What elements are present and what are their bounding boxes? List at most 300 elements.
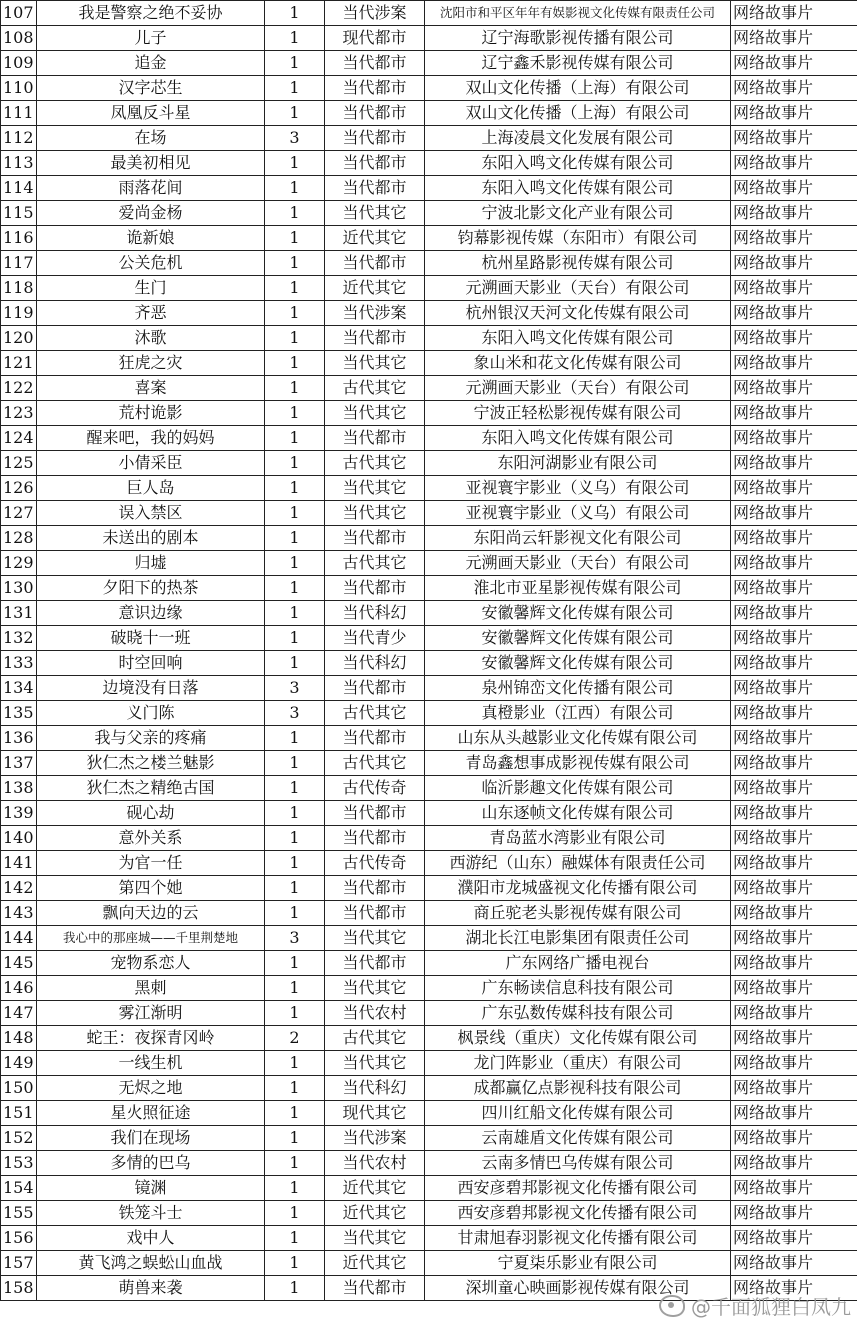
- category: 网络故事片: [731, 1076, 857, 1101]
- genre: 当代都市: [325, 676, 425, 701]
- row-number: 121: [1, 351, 37, 376]
- category: 网络故事片: [731, 226, 857, 251]
- episode-count: 1: [265, 1276, 325, 1301]
- table-row: [1, 1, 857, 26]
- row-number: 115: [1, 201, 37, 226]
- episode-count: 1: [265, 951, 325, 976]
- table-row: [1, 826, 857, 851]
- genre: 当代其它: [325, 476, 425, 501]
- company-name: 甘肃旭春羽影视文化传播有限公司: [425, 1226, 731, 1251]
- table-row: [1, 926, 857, 951]
- table-row: [1, 226, 857, 251]
- episode-count: 1: [265, 26, 325, 51]
- row-number: 149: [1, 1051, 37, 1076]
- company-name: 安徽馨辉文化传媒有限公司: [425, 601, 731, 626]
- table-row: [1, 76, 857, 101]
- program-name: 铁笼斗士: [37, 1201, 265, 1226]
- category: 网络故事片: [731, 376, 857, 401]
- category: 网络故事片: [731, 926, 857, 951]
- company-name: 西安彦碧邦影视文化传播有限公司: [425, 1201, 731, 1226]
- program-name: 多情的巴乌: [37, 1151, 265, 1176]
- company-name: 青岛蓝水湾影业有限公司: [425, 826, 731, 851]
- program-name: 我们在现场: [37, 1126, 265, 1151]
- company-name: 广东弘数传媒科技有限公司: [425, 1001, 731, 1026]
- program-name: 未送出的剧本: [37, 526, 265, 551]
- company-name: 濮阳市龙城盛视文化传播有限公司: [425, 876, 731, 901]
- row-number: 138: [1, 776, 37, 801]
- table-row: [1, 601, 857, 626]
- row-number: 117: [1, 251, 37, 276]
- genre: 当代其它: [325, 926, 425, 951]
- table-row: [1, 851, 857, 876]
- row-number: 157: [1, 1251, 37, 1276]
- table-row: [1, 951, 857, 976]
- company-name: 宁夏柒乐影业有限公司: [425, 1251, 731, 1276]
- genre: 当代其它: [325, 1051, 425, 1076]
- table-row: [1, 501, 857, 526]
- program-name: 我与父亲的疼痛: [37, 726, 265, 751]
- genre: 当代都市: [325, 251, 425, 276]
- category: 网络故事片: [731, 1001, 857, 1026]
- company-name: 湖北长江电影集团有限责任公司: [425, 926, 731, 951]
- company-name: 东阳入鸣文化传媒有限公司: [425, 326, 731, 351]
- episode-count: 1: [265, 651, 325, 676]
- row-number: 111: [1, 101, 37, 126]
- row-number: 133: [1, 651, 37, 676]
- program-name: 飘向天边的云: [37, 901, 265, 926]
- episode-count: 1: [265, 551, 325, 576]
- company-name: 泉州锦峦文化传播有限公司: [425, 676, 731, 701]
- table-row: [1, 901, 857, 926]
- episode-count: 1: [265, 176, 325, 201]
- category: 网络故事片: [731, 326, 857, 351]
- episode-count: 1: [265, 301, 325, 326]
- row-number: 134: [1, 676, 37, 701]
- table-row: [1, 451, 857, 476]
- program-name: 汉字芯生: [37, 76, 265, 101]
- episode-count: 1: [265, 901, 325, 926]
- company-name: 钧幕影视传媒（东阳市）有限公司: [425, 226, 731, 251]
- table-row: [1, 526, 857, 551]
- episode-count: 1: [265, 801, 325, 826]
- row-number: 135: [1, 701, 37, 726]
- company-name: 亚视寰宇影业（义乌）有限公司: [425, 476, 731, 501]
- episode-count: 1: [265, 1176, 325, 1201]
- episode-count: 1: [265, 776, 325, 801]
- genre: 近代其它: [325, 1251, 425, 1276]
- table-row: [1, 1176, 857, 1201]
- category: 网络故事片: [731, 676, 857, 701]
- company-name: 深圳童心映画影视传媒有限公司: [425, 1276, 731, 1301]
- category: 网络故事片: [731, 251, 857, 276]
- row-number: 141: [1, 851, 37, 876]
- company-name: 亚视寰宇影业（义乌）有限公司: [425, 501, 731, 526]
- category: 网络故事片: [731, 451, 857, 476]
- genre: 当代涉案: [325, 301, 425, 326]
- program-name: 为官一任: [37, 851, 265, 876]
- company-name: 象山米和花文化传媒有限公司: [425, 351, 731, 376]
- table-row: [1, 376, 857, 401]
- row-number: 123: [1, 401, 37, 426]
- row-number: 132: [1, 626, 37, 651]
- genre: 当代涉案: [325, 1, 425, 26]
- company-name: 东阳入鸣文化传媒有限公司: [425, 426, 731, 451]
- episode-count: 1: [265, 1251, 325, 1276]
- company-name: 山东逐帧文化传媒有限公司: [425, 801, 731, 826]
- episode-count: 1: [265, 326, 325, 351]
- category: 网络故事片: [731, 151, 857, 176]
- episode-count: 1: [265, 276, 325, 301]
- genre: 当代都市: [325, 876, 425, 901]
- episode-count: 3: [265, 126, 325, 151]
- genre: 当代涉案: [325, 1126, 425, 1151]
- genre: 当代其它: [325, 501, 425, 526]
- table-row: [1, 776, 857, 801]
- category: 网络故事片: [731, 901, 857, 926]
- watermark-text: @千面狐狸白凤九: [691, 1295, 851, 1319]
- table-row: [1, 1076, 857, 1101]
- company-name: 广东网络广播电视台: [425, 951, 731, 976]
- genre: 当代都市: [325, 51, 425, 76]
- category: 网络故事片: [731, 76, 857, 101]
- program-name: 喜案: [37, 376, 265, 401]
- genre: 当代科幻: [325, 601, 425, 626]
- company-name: 山东从头越影业文化传媒有限公司: [425, 726, 731, 751]
- category: 网络故事片: [731, 701, 857, 726]
- row-number: 109: [1, 51, 37, 76]
- row-number: 114: [1, 176, 37, 201]
- table-row: [1, 976, 857, 1001]
- row-number: 118: [1, 276, 37, 301]
- company-name: 西安彦碧邦影视文化传播有限公司: [425, 1176, 731, 1201]
- genre: 当代都市: [325, 901, 425, 926]
- genre: 当代其它: [325, 201, 425, 226]
- program-name: 儿子: [37, 26, 265, 51]
- category: 网络故事片: [731, 1101, 857, 1126]
- table-row: [1, 801, 857, 826]
- row-number: 144: [1, 926, 37, 951]
- genre: 当代科幻: [325, 1076, 425, 1101]
- company-name: 杭州银汉天河文化传媒有限公司: [425, 301, 731, 326]
- row-number: 158: [1, 1276, 37, 1301]
- genre: 近代其它: [325, 1201, 425, 1226]
- row-number: 150: [1, 1076, 37, 1101]
- company-name: 真橙影业（江西）有限公司: [425, 701, 731, 726]
- row-number: 124: [1, 426, 37, 451]
- category: 网络故事片: [731, 126, 857, 151]
- genre: 当代都市: [325, 151, 425, 176]
- category: 网络故事片: [731, 776, 857, 801]
- genre: 当代都市: [325, 426, 425, 451]
- table-row: [1, 551, 857, 576]
- row-number: 110: [1, 76, 37, 101]
- program-name: 生门: [37, 276, 265, 301]
- row-number: 107: [1, 1, 37, 26]
- program-name: 镜渊: [37, 1176, 265, 1201]
- genre: 当代青少: [325, 626, 425, 651]
- program-name: 雾江渐明: [37, 1001, 265, 1026]
- program-name: 夕阳下的热茶: [37, 576, 265, 601]
- row-number: 146: [1, 976, 37, 1001]
- row-number: 137: [1, 751, 37, 776]
- category: 网络故事片: [731, 976, 857, 1001]
- company-name: 元溯画天影业（天台）有限公司: [425, 376, 731, 401]
- genre: 当代其它: [325, 1226, 425, 1251]
- table-row: [1, 701, 857, 726]
- episode-count: 1: [265, 351, 325, 376]
- episode-count: 1: [265, 976, 325, 1001]
- company-name: 安徽馨辉文化传媒有限公司: [425, 626, 731, 651]
- program-name: 公关危机: [37, 251, 265, 276]
- company-name: 东阳河湖影业有限公司: [425, 451, 731, 476]
- episode-count: 1: [265, 151, 325, 176]
- episode-count: 1: [265, 501, 325, 526]
- program-name: 诡新娘: [37, 226, 265, 251]
- row-number: 116: [1, 226, 37, 251]
- company-name: 杭州星路影视传媒有限公司: [425, 251, 731, 276]
- company-name: 成都赢亿点影视科技有限公司: [425, 1076, 731, 1101]
- category: 网络故事片: [731, 276, 857, 301]
- category: 网络故事片: [731, 501, 857, 526]
- program-name: 爱尚金杨: [37, 201, 265, 226]
- category: 网络故事片: [731, 601, 857, 626]
- row-number: 142: [1, 876, 37, 901]
- table-row: [1, 1126, 857, 1151]
- category: 网络故事片: [731, 1226, 857, 1251]
- company-name: 青岛鑫想事成影视传媒有限公司: [425, 751, 731, 776]
- episode-count: 1: [265, 201, 325, 226]
- table-row: [1, 1151, 857, 1176]
- row-number: 143: [1, 901, 37, 926]
- category: 网络故事片: [731, 726, 857, 751]
- row-number: 153: [1, 1151, 37, 1176]
- table-row: [1, 401, 857, 426]
- table-row: [1, 651, 857, 676]
- row-number: 145: [1, 951, 37, 976]
- table-row: [1, 276, 857, 301]
- program-name: 破晓十一班: [37, 626, 265, 651]
- company-name: 辽宁鑫禾影视传媒有限公司: [425, 51, 731, 76]
- row-number: 112: [1, 126, 37, 151]
- episode-count: 1: [265, 226, 325, 251]
- table-row: [1, 1001, 857, 1026]
- genre: 当代都市: [325, 176, 425, 201]
- genre: 当代其它: [325, 351, 425, 376]
- program-name: 醒来吧，我的妈妈: [37, 426, 265, 451]
- genre: 古代其它: [325, 376, 425, 401]
- company-name: 四川红船文化传媒有限公司: [425, 1101, 731, 1126]
- genre: 当代都市: [325, 726, 425, 751]
- company-name: 宁波北影文化产业有限公司: [425, 201, 731, 226]
- category: 网络故事片: [731, 51, 857, 76]
- episode-count: 1: [265, 101, 325, 126]
- row-number: 131: [1, 601, 37, 626]
- episode-count: 1: [265, 1101, 325, 1126]
- table-row: [1, 576, 857, 601]
- episode-count: 3: [265, 926, 325, 951]
- row-number: 119: [1, 301, 37, 326]
- company-name: 枫景线（重庆）文化传媒有限公司: [425, 1026, 731, 1051]
- episode-count: 1: [265, 76, 325, 101]
- category: 网络故事片: [731, 1126, 857, 1151]
- program-name: 意识边缘: [37, 601, 265, 626]
- program-name: 我是警察之绝不妥协: [37, 1, 265, 26]
- category: 网络故事片: [731, 1201, 857, 1226]
- row-number: 151: [1, 1101, 37, 1126]
- row-number: 126: [1, 476, 37, 501]
- genre: 古代其它: [325, 551, 425, 576]
- company-name: 东阳尚云轩影视文化有限公司: [425, 526, 731, 551]
- category: 网络故事片: [731, 826, 857, 851]
- program-name: 沐歌: [37, 326, 265, 351]
- genre: 当代都市: [325, 76, 425, 101]
- genre: 古代其它: [325, 1026, 425, 1051]
- episode-count: 1: [265, 1151, 325, 1176]
- company-name: 广东畅读信息科技有限公司: [425, 976, 731, 1001]
- episode-count: 1: [265, 1076, 325, 1101]
- program-name: 无烬之地: [37, 1076, 265, 1101]
- genre: 古代传奇: [325, 851, 425, 876]
- category: 网络故事片: [731, 801, 857, 826]
- category: 网络故事片: [731, 951, 857, 976]
- program-name: 边境没有日落: [37, 676, 265, 701]
- table-row: [1, 726, 857, 751]
- genre: 近代其它: [325, 276, 425, 301]
- row-number: 148: [1, 1026, 37, 1051]
- table-row: [1, 176, 857, 201]
- program-name: 误入禁区: [37, 501, 265, 526]
- genre: 当代都市: [325, 951, 425, 976]
- program-name: 黄飞鸿之蜈蚣山血战: [37, 1251, 265, 1276]
- company-name: 云南多情巴乌传媒有限公司: [425, 1151, 731, 1176]
- episode-count: 1: [265, 1226, 325, 1251]
- episode-count: 3: [265, 676, 325, 701]
- table-row: [1, 476, 857, 501]
- company-name: 东阳入鸣文化传媒有限公司: [425, 176, 731, 201]
- company-name: 安徽馨辉文化传媒有限公司: [425, 651, 731, 676]
- genre: 当代都市: [325, 326, 425, 351]
- company-name: 宁波正轻松影视传媒有限公司: [425, 401, 731, 426]
- company-name: 临沂影趣文化传媒有限公司: [425, 776, 731, 801]
- program-name: 追金: [37, 51, 265, 76]
- genre: 当代其它: [325, 976, 425, 1001]
- row-number: 154: [1, 1176, 37, 1201]
- program-name: 第四个她: [37, 876, 265, 901]
- category: 网络故事片: [731, 26, 857, 51]
- table-row: [1, 351, 857, 376]
- company-name: 辽宁海歌影视传播有限公司: [425, 26, 731, 51]
- company-name: 东阳入鸣文化传媒有限公司: [425, 151, 731, 176]
- row-number: 108: [1, 26, 37, 51]
- episode-count: 3: [265, 701, 325, 726]
- episode-count: 1: [265, 251, 325, 276]
- episode-count: 1: [265, 726, 325, 751]
- table-row: [1, 26, 857, 51]
- episode-count: 1: [265, 601, 325, 626]
- genre: 现代都市: [325, 26, 425, 51]
- company-name: 龙门阵影业（重庆）有限公司: [425, 1051, 731, 1076]
- episode-count: 1: [265, 451, 325, 476]
- episode-count: 1: [265, 1201, 325, 1226]
- category: 网络故事片: [731, 751, 857, 776]
- genre: 近代其它: [325, 226, 425, 251]
- row-number: 139: [1, 801, 37, 826]
- table-row: [1, 126, 857, 151]
- table-row: [1, 1026, 857, 1051]
- program-name: 宠物系恋人: [37, 951, 265, 976]
- company-name: 上海凌晨文化发展有限公司: [425, 126, 731, 151]
- genre: 当代都市: [325, 1276, 425, 1301]
- company-name: 淮北市亚星影视传媒有限公司: [425, 576, 731, 601]
- program-name: 归墟: [37, 551, 265, 576]
- table-row: [1, 201, 857, 226]
- genre: 当代都市: [325, 826, 425, 851]
- program-name: 在场: [37, 126, 265, 151]
- row-number: 113: [1, 151, 37, 176]
- table-row: [1, 251, 857, 276]
- genre: 当代其它: [325, 401, 425, 426]
- category: 网络故事片: [731, 201, 857, 226]
- table-row: [1, 151, 857, 176]
- company-name: 沈阳市和平区年年有娱影视文化传媒有限责任公司: [425, 1, 731, 26]
- program-name: 荒村诡影: [37, 401, 265, 426]
- episode-count: 1: [265, 526, 325, 551]
- category: 网络故事片: [731, 626, 857, 651]
- episode-count: 2: [265, 1026, 325, 1051]
- table-row: [1, 1101, 857, 1126]
- table-row: [1, 301, 857, 326]
- category: 网络故事片: [731, 1176, 857, 1201]
- category: 网络故事片: [731, 1276, 857, 1301]
- episode-count: 1: [265, 851, 325, 876]
- episode-count: 1: [265, 1001, 325, 1026]
- episode-count: 1: [265, 401, 325, 426]
- episode-count: 1: [265, 376, 325, 401]
- program-name: 齐恶: [37, 301, 265, 326]
- category: 网络故事片: [731, 1, 857, 26]
- watermark: [659, 1291, 851, 1320]
- category: 网络故事片: [731, 1151, 857, 1176]
- program-name: 星火照征途: [37, 1101, 265, 1126]
- episode-count: 1: [265, 476, 325, 501]
- company-name: 西游纪（山东）融媒体有限责任公司: [425, 851, 731, 876]
- category: 网络故事片: [731, 426, 857, 451]
- program-name: 我心中的那座城——千里荆楚地: [37, 926, 265, 951]
- program-name: 时空回响: [37, 651, 265, 676]
- episode-count: 1: [265, 1126, 325, 1151]
- category: 网络故事片: [731, 176, 857, 201]
- weibo-icon: [659, 1295, 685, 1317]
- episode-count: 1: [265, 1051, 325, 1076]
- category: 网络故事片: [731, 851, 857, 876]
- program-name: 小倩采臣: [37, 451, 265, 476]
- row-number: 128: [1, 526, 37, 551]
- program-name: 雨落花间: [37, 176, 265, 201]
- episode-count: 1: [265, 876, 325, 901]
- table-row: [1, 1201, 857, 1226]
- category: 网络故事片: [731, 1026, 857, 1051]
- program-name: 一线生机: [37, 1051, 265, 1076]
- category: 网络故事片: [731, 351, 857, 376]
- row-number: 130: [1, 576, 37, 601]
- company-name: 商丘驼老头影视传媒有限公司: [425, 901, 731, 926]
- row-number: 120: [1, 326, 37, 351]
- genre: 当代都市: [325, 101, 425, 126]
- table-row: [1, 51, 857, 76]
- company-name: 元溯画天影业（天台）有限公司: [425, 551, 731, 576]
- category: 网络故事片: [731, 576, 857, 601]
- genre: 现代其它: [325, 1101, 425, 1126]
